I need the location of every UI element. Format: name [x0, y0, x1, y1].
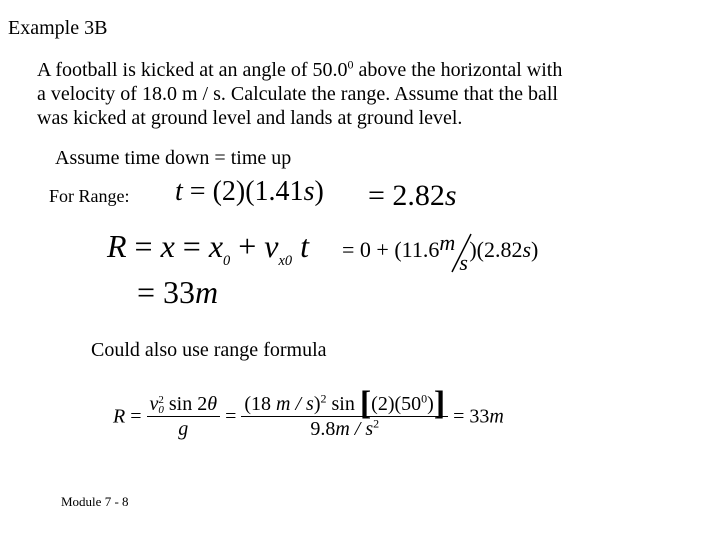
- problem-statement: [37, 58, 697, 130]
- time-result: = 2.82s: [368, 179, 457, 212]
- range-formula: R = v 2 0 sin 2θ g = $\frac{(18 m / s)^2 \sin [(2)(50^0)]}{9.8m / s^2}$ = 33m: [113, 385, 504, 440]
- range-label: For Range:: [49, 186, 130, 206]
- formula-fraction-2: $\frac{(18 m / s)^2 \sin [(2)(50^0)]}{9.8m / s^2}$: [241, 392, 448, 441]
- problem-line-3: was kicked at ground level and lands at ground level.: [37, 107, 463, 129]
- assumption-text: Assume time down = time up: [55, 147, 292, 169]
- problem-line-2: a velocity of 18.0 m / s. Calculate the range. Assume that the ball: [37, 83, 558, 105]
- range-equation-rhs: = 0 + (11.6 m s )(2.82s): [342, 230, 539, 275]
- alternative-note: Could also use range formula: [91, 339, 327, 361]
- range-equation: $R = x = x_0 + v_{x0}$ t: [107, 228, 309, 269]
- range-result: = 33m: [137, 274, 219, 310]
- footer-module-label: Module 7 - 8: [61, 494, 129, 509]
- unit-fraction: m s: [439, 230, 469, 274]
- time-equation: t = (2)(1.41s): [175, 176, 324, 207]
- formula-fraction-1: v 2 0 sin 2θ g: [147, 392, 221, 441]
- slide-title: Example 3B: [8, 17, 108, 39]
- degree-superscript: 0: [347, 57, 354, 72]
- problem-line-1: A football is kicked at an angle of 50.0$^0$ above the horizontal with: [37, 57, 563, 81]
